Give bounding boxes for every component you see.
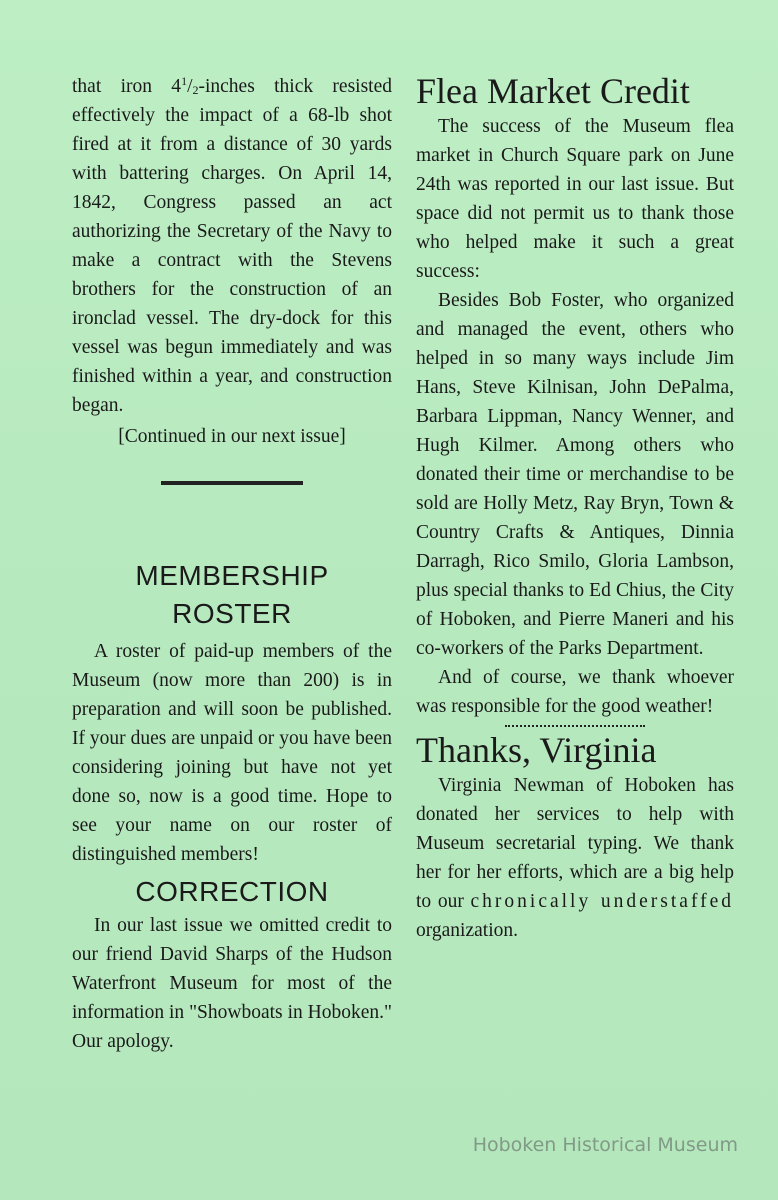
thanks-heading: Thanks, Virginia [416,730,657,770]
continued-article-text: that iron $4^1/2$-inches thick resisted effectively the impact of a 68-lb shot fired at it from a distance of 30 yards with battering charges. On April 14, 1842, Congress passed an act authorizing the Secretary of the Navy to make a contract with the Stevens brothers for the construction of an ironclad vessel. The dry-dock for this vessel was begun immediately and was finished within a year, and construction began. [72,74,392,416]
membership-body: A roster of paid-up members of the Museum (now more than 200) is in preparation and will soon be published. If your dues are unpaid or you have been considering joining but have not yet done so, now is a good time. Hope to see your name on our roster of distinguished members! [72,641,392,865]
correction-heading: CORRECTION [135,876,329,907]
flea-market-para-2: Besides Bob Foster, who organized and managed the event, others who helped in so many ways include Jim Hans, Steve Kilnisan, John DePalma, Barbara Lippman, Nancy Wenner, and Hugh Kilmer. Among others who donated their time or merchandise to be sold are Holly Metz, Ray Bryn, Town & Country Crafts & Antiques, Dinnia Darragh, Rico Smilo, Gloria Lambson, plus special thanks to Ed Chius, the City of Hoboken, and Pierre Maneri and his co-workers of the Parks Department. [416,290,734,659]
correction-body: In our last issue we omitted credit to our friend David Sharps of the Hudson Waterfront Museum for most of the information in "Showboats in Hoboken." Our apology. [72,915,392,1052]
museum-watermark: Hoboken Historical Museum [472,1134,738,1156]
right-column [416,70,734,945]
continued-note: [Continued in our next issue] [118,426,346,447]
flea-market-heading: Flea Market Credit [416,71,690,111]
left-column [72,72,392,1056]
membership-heading: MEMBERSHIP ROSTER [135,560,329,629]
thanks-body: Virginia Newman of Hoboken has donated her services to help with Museum secretarial typing. We thank her for her efforts, which are a big help to our chronically understaffed organization. [416,775,734,941]
membership-section [72,557,392,869]
flea-market-para-1: The success of the Museum flea market in Church Square park on June 24th was reported in our last issue. But space did not permit us to thank those who helped make it such a great success: [416,116,734,282]
correction-section [72,873,392,1056]
section-divider [161,481,303,485]
flea-market-para-3: And of course, we thank whoever was responsible for the good weather! [416,667,734,717]
